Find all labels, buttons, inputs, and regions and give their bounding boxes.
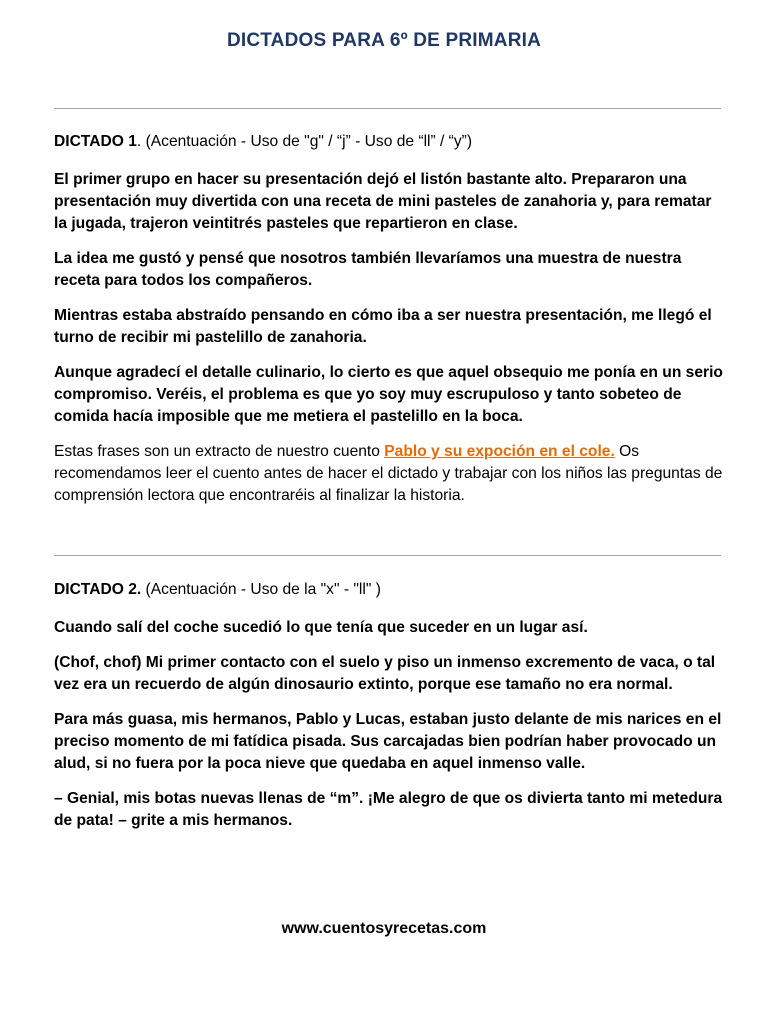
story-link[interactable]: Pablo y su expoción en el cole. bbox=[384, 443, 615, 460]
footer-website: www.cuentosyrecetas.com bbox=[281, 920, 487, 937]
dictado-1-heading: DICTADO 1 bbox=[54, 133, 137, 150]
dictado-1-section bbox=[54, 131, 724, 507]
dictado-1-topic: (Acentuación - Uso de "g" / “j” - Uso de “ll” / “y”) bbox=[141, 133, 473, 150]
dictado-2-paragraph: Cuando salí del coche sucedió lo que tenía que suceder en un lugar así. bbox=[54, 619, 588, 636]
divider-middle bbox=[54, 555, 721, 556]
dictado-2-section bbox=[54, 579, 724, 832]
dictado-2-paragraph: (Chof, chof) Mi primer contacto con el suelo y piso un inmenso excremento de vaca, o tal vez era un recuerdo de algún dinosaurio extinto, porque ese tamaño no era normal. bbox=[54, 654, 716, 693]
dictado-1-header bbox=[54, 131, 724, 153]
dictado-1-note bbox=[54, 441, 724, 507]
dictado-1-paragraph: Aunque agradecí el detalle culinario, lo cierto es que aquel obsequio me ponía en un serio compromiso. Veréis, el problema es que yo soy muy escrupuloso y tanto sobeteo de comida hacía imposible que me metiera el pastelillo en la boca. bbox=[54, 364, 723, 425]
page-title: DICTADOS PARA 6º DE PRIMARIA bbox=[226, 30, 542, 51]
dictado-2-paragraph: – Genial, mis botas nuevas llenas de “m”. ¡Me alegro de que os divierta tanto mi metedura de pata! – grite a mis hermanos. bbox=[54, 790, 723, 829]
dictado-2-heading: DICTADO 2. bbox=[54, 581, 142, 598]
dictado-2-paragraph: Para más guasa, mis hermanos, Pablo y Lucas, estaban justo delante de mis narices en el preciso momento de mi fatídica pisada. Sus carcajadas bien podrían haber provocado un alud, si no fuera por la poca nieve que quedaba en aquel inmenso valle. bbox=[54, 711, 722, 772]
divider-top bbox=[54, 108, 721, 109]
dictado-2-header bbox=[54, 579, 724, 601]
dictado-1-paragraph: La idea me gustó y pensé que nosotros también llevaríamos una muestra de nuestra receta para todos los compañeros. bbox=[54, 250, 682, 289]
dictado-1-paragraph: Mientras estaba abstraído pensando en cómo iba a ser nuestra presentación, me llegó el turno de recibir mi pastelillo de zanahoria. bbox=[54, 307, 712, 346]
note-text-before: Estas frases son un extracto de nuestro cuento bbox=[54, 443, 385, 460]
dictado-1-heading-sep: . bbox=[136, 133, 142, 150]
note-text-after: Os recomendamos leer el cuento antes de hacer el dictado y trabajar con los niños las preguntas de comprensión lectora que encontraréis al finalizar la historia. bbox=[54, 443, 723, 504]
dictado-2-topic: (Acentuación - Uso de la "x" - "ll" ) bbox=[141, 581, 381, 598]
dictado-1-paragraph: El primer grupo en hacer su presentación dejó el listón bastante alto. Prepararon una presentación muy divertida con una receta de mini pasteles de zanahoria y, para rematar la jugada, trajeron veintitrés pasteles que repartieron en clase. bbox=[54, 171, 712, 232]
